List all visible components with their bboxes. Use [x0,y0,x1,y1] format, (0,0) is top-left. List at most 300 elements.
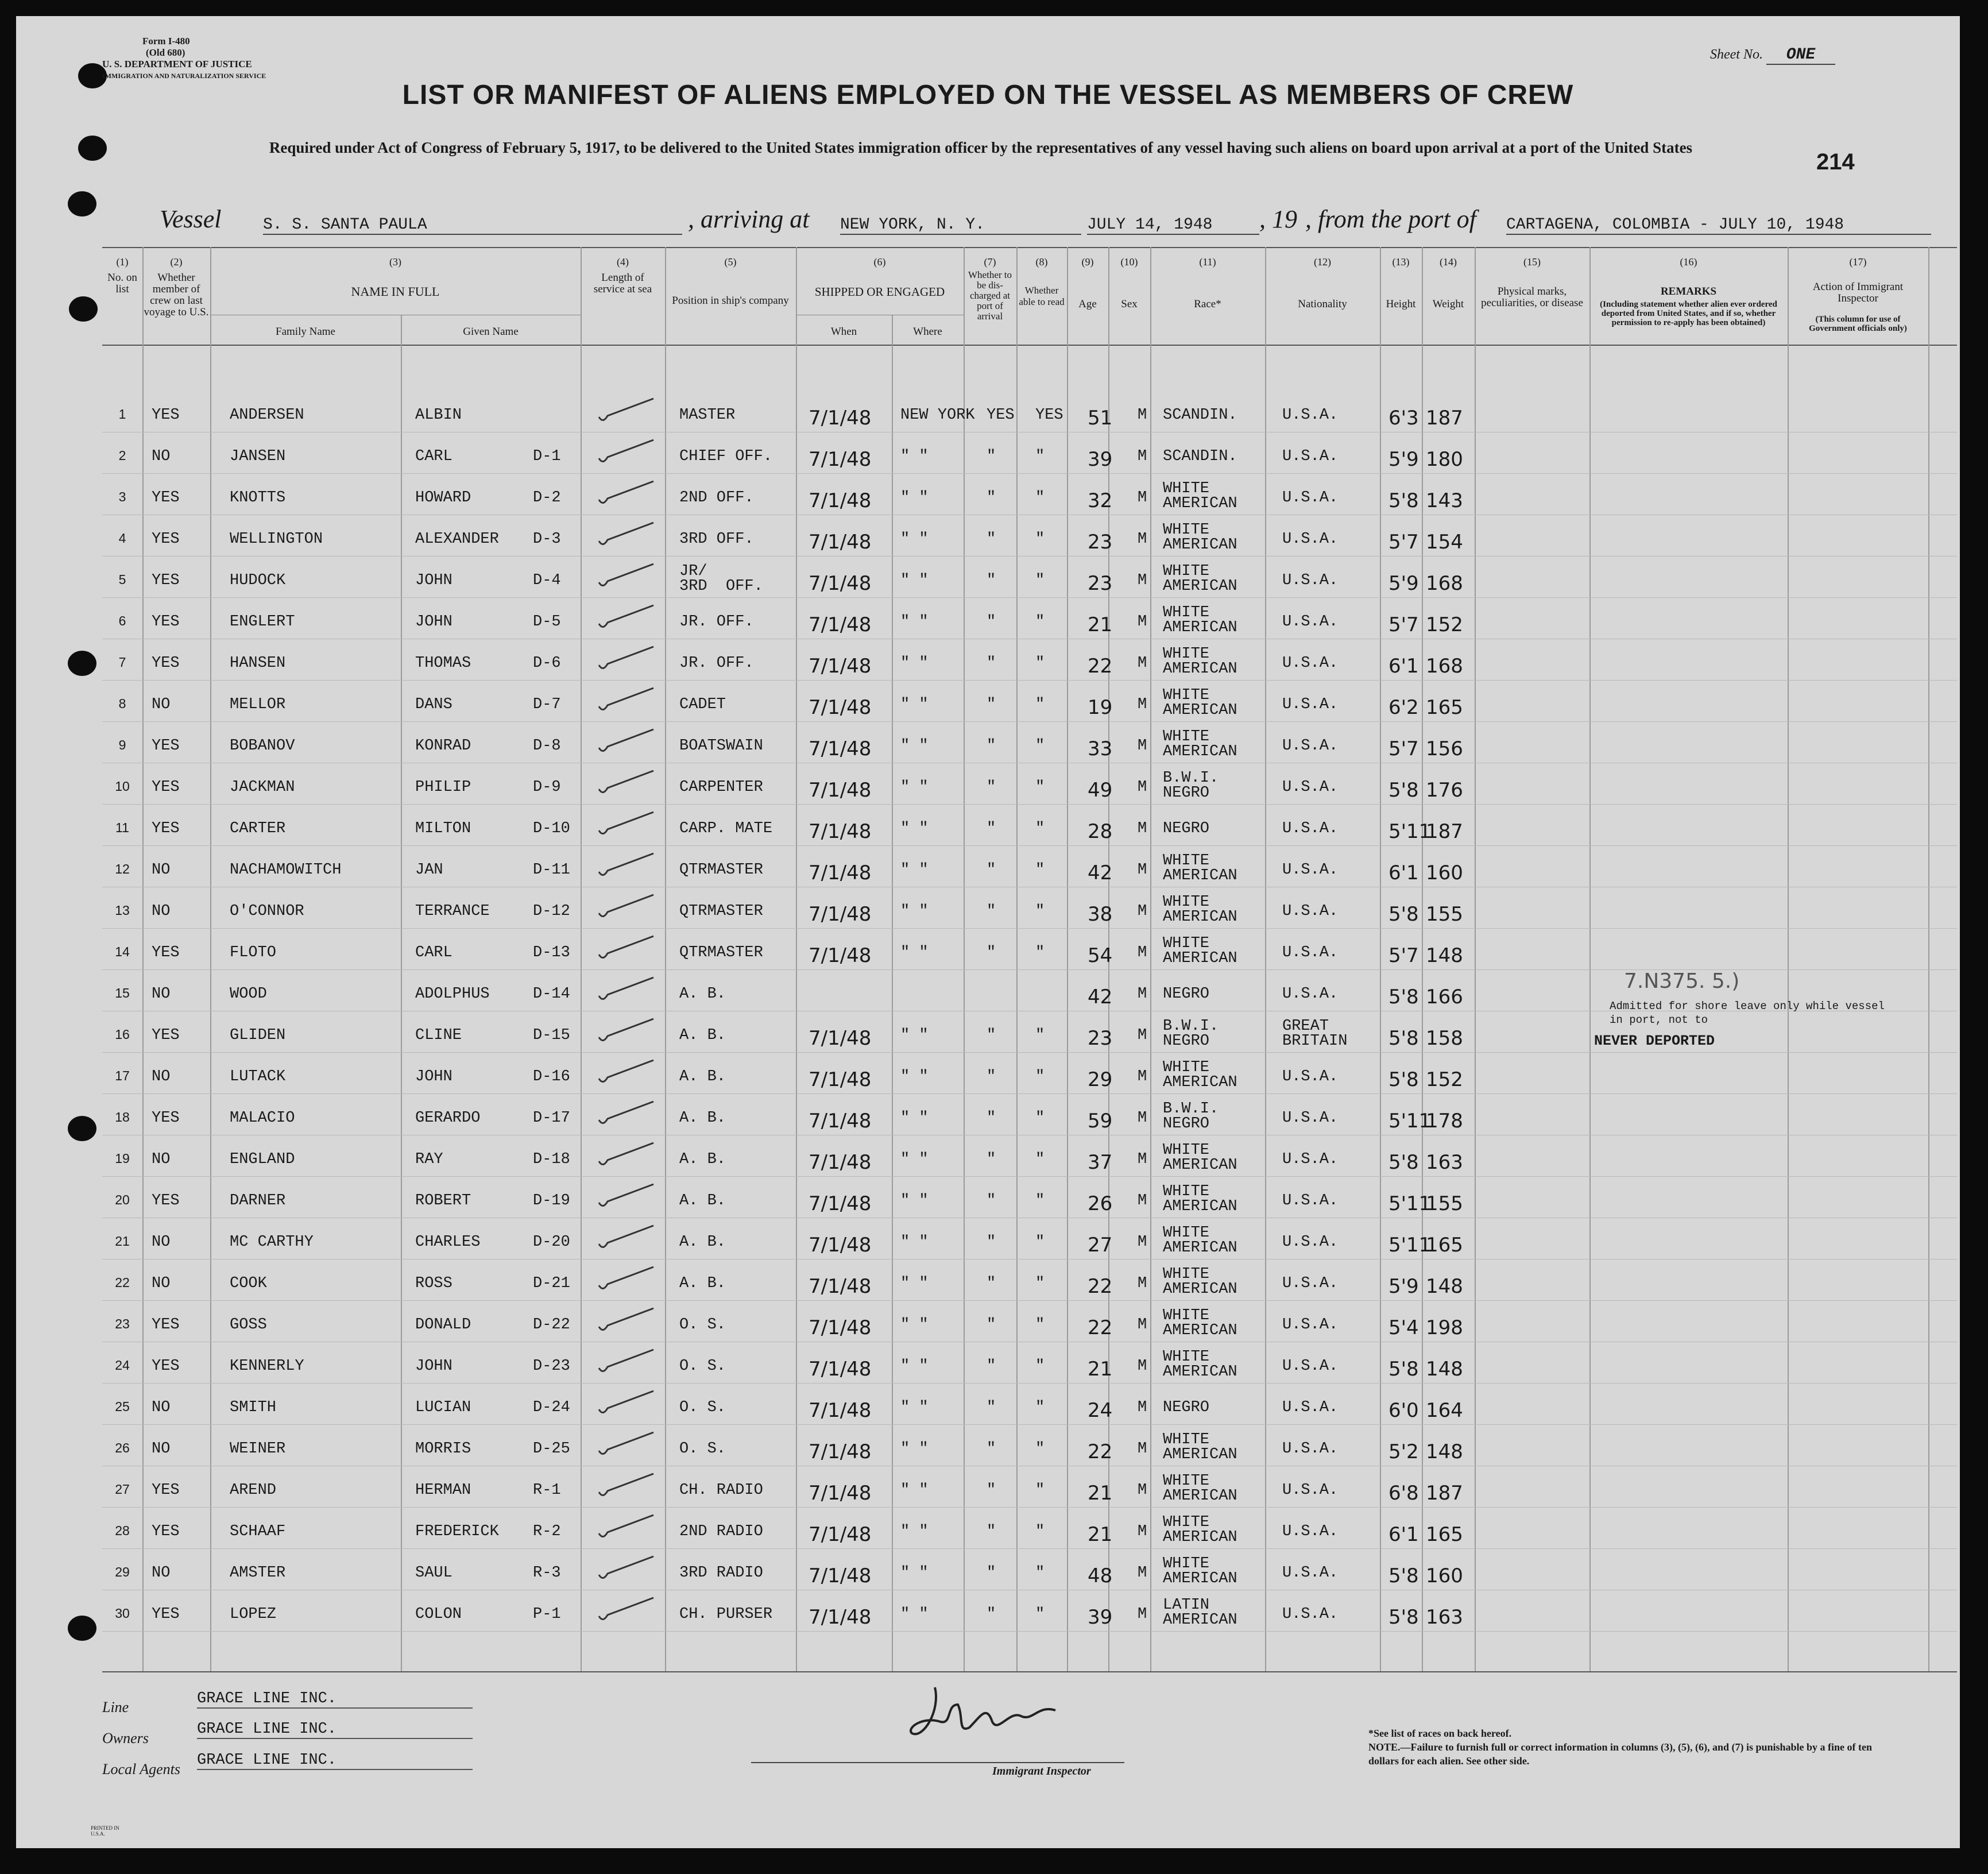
given-name: ADOLPHUS [415,986,490,1003]
col2-header: Whether member of crew on last voyage to U.S. [144,272,209,318]
service-check-mark [596,725,659,759]
column-divider [1589,247,1591,1671]
punch-hole [68,651,96,676]
weight: 148 [1426,944,1463,967]
inspector-signature [900,1670,1073,1756]
col13-number: (13) [1392,256,1410,268]
height: 5'8 [1388,489,1419,512]
given-name: CLINE [415,1027,462,1044]
family-name: AMSTER [230,1564,286,1582]
col2-number: (2) [170,256,183,268]
vessel-label: Vessel [160,205,222,233]
height: 6'1 [1388,1523,1419,1546]
sex: M [1138,1234,1147,1251]
shipped-where: " " [900,903,929,920]
nationality: U.S.A. [1282,1316,1339,1334]
weight: 168 [1426,572,1463,595]
crew-code: D-25 [533,1440,570,1458]
weight: 187 [1426,407,1463,430]
race: WHITE AMERICAN [1163,480,1237,512]
col8-header: Whether able to read [1019,285,1065,307]
shipped-when: 7/1/48 [809,1234,872,1257]
row-number: 19 [115,1151,130,1166]
weight: 166 [1426,986,1463,1009]
family-name: WOOD [230,986,267,1003]
row-divider [102,721,1957,722]
remarks-handwritten-code: 7.N375. 5.) [1624,969,1740,993]
age: 23 [1088,531,1113,554]
col16-header: REMARKS [1660,285,1717,297]
row-divider [102,1548,1957,1549]
age: 37 [1088,1151,1113,1174]
row-number: 11 [115,820,129,835]
shipped-when: 7/1/48 [809,903,872,926]
crew-code: D-9 [533,779,561,796]
crew-code: D-8 [533,737,561,755]
weight: 156 [1426,737,1463,760]
age: 23 [1088,1027,1113,1050]
races-note: *See list of races on back hereof. [1368,1728,1512,1739]
height: 5'9 [1388,572,1419,595]
race: NEGRO [1163,820,1210,837]
row-number: 27 [115,1482,130,1497]
weight: 180 [1426,448,1463,471]
row-divider [102,1631,1957,1632]
race: WHITE AMERICAN [1163,935,1237,967]
shipped-when: 7/1/48 [809,1606,872,1629]
shipped-where: " " [900,737,929,755]
service-check-mark [596,477,659,511]
column-divider [1265,247,1266,1671]
able-to-read: " [1035,1358,1045,1375]
position: A. B. [679,1068,726,1085]
race: WHITE AMERICAN [1163,604,1237,636]
previous-voyage: NO [152,448,171,465]
weight: 152 [1426,613,1463,636]
given-name: ALBIN [415,407,462,424]
sex: M [1138,1523,1147,1540]
given-name: JOHN [415,1068,452,1085]
age: 26 [1088,1192,1113,1215]
shipped-where: " " [900,1482,929,1499]
crew-code: D-22 [533,1316,570,1334]
discharged: " [987,572,996,589]
discharged: " [987,1358,996,1375]
col17-header: Action of Immigrant Inspector [1812,281,1904,304]
shipped-where: " " [900,1358,929,1375]
age: 39 [1088,1606,1113,1629]
arrival-port: NEW YORK, N. Y. [840,216,1081,235]
position: MASTER [679,407,736,424]
shipped-when: 7/1/48 [809,1358,872,1381]
previous-voyage: YES [152,820,180,837]
age: 42 [1088,986,1113,1009]
height: 6'1 [1388,655,1419,678]
shipped-where: " " [900,1192,929,1210]
position: CH. PURSER [679,1606,773,1623]
row-number: 2 [118,448,126,463]
race: WHITE AMERICAN [1163,1431,1237,1463]
shipped-when: 7/1/48 [809,1068,872,1091]
punch-hole [69,296,98,322]
col12-number: (12) [1314,256,1331,268]
previous-voyage: YES [152,1482,180,1499]
height: 5'8 [1388,1068,1419,1091]
column-divider [1788,247,1789,1671]
race: WHITE AMERICAN [1163,894,1237,926]
crew-code: R-2 [533,1523,561,1540]
agents-label: Local Agents [102,1761,181,1778]
previous-voyage: NO [152,1440,171,1458]
discharged: " [987,820,996,837]
sex: M [1138,1275,1147,1292]
given-name: LUCIAN [415,1399,471,1416]
agents-value: GRACE LINE INC. [197,1752,473,1770]
age: 22 [1088,1316,1113,1339]
given-name: JOHN [415,613,452,631]
race: B.W.I. NEGRO [1163,1018,1219,1050]
position: O. S. [679,1440,726,1458]
race: B.W.I. NEGRO [1163,1100,1219,1133]
position: 2ND OFF. [679,489,754,507]
given-name: HOWARD [415,489,471,507]
position: 3RD RADIO [679,1564,763,1582]
nationality: U.S.A. [1282,737,1339,755]
position: QTRMASTER [679,903,763,920]
discharged: " [987,1151,996,1168]
given-name: ROSS [415,1275,452,1292]
form-identifier [102,36,332,82]
shipped-when: 7/1/48 [809,861,872,884]
sex: M [1138,1110,1147,1127]
col3-header: NAME IN FULL [351,284,440,299]
shipped-where: " " [900,655,929,672]
col12-header: Nationality [1298,298,1347,310]
owners-label: Owners [102,1730,149,1747]
discharged: " [987,613,996,631]
height: 6'8 [1388,1482,1419,1505]
discharged: " [987,1523,996,1540]
given-name: RAY [415,1151,443,1168]
age: 24 [1088,1399,1113,1422]
previous-voyage: YES [152,531,180,548]
position: O. S. [679,1399,726,1416]
service-check-mark [596,559,659,594]
previous-voyage: YES [152,1192,180,1210]
previous-voyage: YES [152,779,180,796]
previous-voyage: YES [152,1523,180,1540]
weight: 148 [1426,1440,1463,1463]
age: 38 [1088,903,1113,926]
shipped-when: 7/1/48 [809,1275,872,1298]
family-name: ENGLAND [230,1151,295,1168]
family-name: LOPEZ [230,1606,277,1623]
nationality: U.S.A. [1282,1564,1339,1582]
col17-number: (17) [1849,256,1867,268]
column-divider [1016,247,1018,1671]
shipped-where: " " [900,1275,929,1292]
row-divider [102,1383,1957,1384]
nationality: U.S.A. [1282,696,1339,713]
row-number: 3 [118,489,126,504]
row-number: 28 [115,1523,130,1538]
line-value: GRACE LINE INC. [197,1690,473,1709]
remarks-never-deported-stamp: NEVER DEPORTED [1594,1033,1715,1049]
height: 5'7 [1388,944,1419,967]
column-divider [1380,247,1381,1671]
punch-hole [68,191,96,217]
sex: M [1138,737,1147,755]
weight: 148 [1426,1358,1463,1381]
row-number: 4 [118,531,126,546]
column-divider [581,247,582,1671]
given-name: JOHN [415,1358,452,1375]
column-divider [1422,247,1423,1671]
weight: 165 [1426,696,1463,719]
column-divider [1475,247,1476,1671]
remarks-shore-leave-note: Admitted for shore leave only while vessel in port, not to [1610,1000,1885,1026]
sex: M [1138,779,1147,796]
sex: M [1138,696,1147,713]
position: A. B. [679,1151,726,1168]
service-check-mark [596,1014,659,1049]
crew-code: D-24 [533,1399,570,1416]
shipped-where: " " [900,861,929,879]
service-check-mark [596,601,659,635]
discharged: " [987,737,996,755]
punch-hole [78,136,107,161]
able-to-read: " [1035,944,1045,961]
race: WHITE AMERICAN [1163,1142,1237,1174]
race: WHITE AMERICAN [1163,1473,1237,1505]
column-divider [1067,247,1068,1671]
column-divider [892,315,893,1671]
crew-code: R-3 [533,1564,561,1582]
able-to-read: " [1035,861,1045,879]
shipped-where: " " [900,1399,929,1416]
able-to-read: " [1035,531,1045,548]
previous-voyage: NO [152,1275,171,1292]
discharged: " [987,1606,996,1623]
family-name: WEINER [230,1440,286,1458]
crew-code: D-21 [533,1275,570,1292]
service-check-mark [596,807,659,842]
shipped-where: " " [900,1068,929,1085]
previous-voyage: NO [152,1151,171,1168]
race: WHITE AMERICAN [1163,1348,1237,1381]
able-to-read: " [1035,1523,1045,1540]
sex: M [1138,613,1147,631]
weight: 160 [1426,861,1463,884]
shipped-when: 7/1/48 [809,1564,872,1587]
height: 5'8 [1388,1027,1419,1050]
age: 29 [1088,1068,1113,1091]
family-name: FLOTO [230,944,277,961]
signature-line [751,1762,1124,1763]
shipped-where: " " [900,531,929,548]
position: A. B. [679,986,726,1003]
sex: M [1138,944,1147,961]
height: 5'7 [1388,737,1419,760]
sex: M [1138,1482,1147,1499]
shipped-where: " " [900,1606,929,1623]
nationality: U.S.A. [1282,1482,1339,1499]
crew-code: R-1 [533,1482,561,1499]
crew-code: D-15 [533,1027,570,1044]
family-name: KENNERLY [230,1358,304,1375]
weight: 155 [1426,903,1463,926]
crew-code: D-4 [533,572,561,589]
previous-voyage: YES [152,1110,180,1127]
row-number: 22 [115,1275,130,1290]
shipped-when: 7/1/48 [809,1399,872,1422]
sex: M [1138,861,1147,879]
crew-code: D-7 [533,696,561,713]
crew-code: D-16 [533,1068,570,1085]
race: WHITE AMERICAN [1163,852,1237,884]
service-check-mark [596,1386,659,1421]
discharged: " [987,1564,996,1582]
col15-number: (15) [1523,256,1541,268]
height: 5'4 [1388,1316,1419,1339]
col1-header: No. on list [107,272,137,295]
family-name: DARNER [230,1192,286,1210]
service-check-mark [596,1221,659,1255]
col9-number: (9) [1081,256,1094,268]
family-name: KNOTTS [230,489,286,507]
shipped-when: 7/1/48 [809,531,872,554]
weight: 198 [1426,1316,1463,1339]
discharged: " [987,448,996,465]
weight: 154 [1426,531,1463,554]
row-divider [102,1052,1957,1053]
family-name: O'CONNOR [230,903,304,920]
discharged: " [987,1440,996,1458]
sex: M [1138,1606,1147,1623]
able-to-read: " [1035,1482,1045,1499]
discharged: " [987,655,996,672]
departure-port: CARTAGENA, COLOMBIA - JULY 10, 1948 [1506,216,1931,235]
service-check-mark [596,1138,659,1173]
form-old-number: (Old 680) [146,47,185,58]
service-check-mark [596,1552,659,1586]
nationality: U.S.A. [1282,820,1339,837]
height: 5'7 [1388,613,1419,636]
discharged: " [987,944,996,961]
able-to-read: " [1035,820,1045,837]
service-check-mark [596,1345,659,1380]
col14-header: Weight [1432,298,1464,310]
page-subtitle: Required under Act of Congress of February 5, 1917, to be delivered to the United States immigration officer by the representatives of any vessel having such aliens on board upon arrival at a port of the United States [269,139,1693,156]
weight: 178 [1426,1110,1463,1133]
family-name: AREND [230,1482,277,1499]
col9-header: Age [1078,298,1097,310]
crew-code: D-2 [533,489,561,507]
vessel-name: S. S. SANTA PAULA [263,216,682,235]
position: QTRMASTER [679,861,763,879]
nationality: U.S.A. [1282,1358,1339,1375]
column-divider [142,247,144,1671]
given-name: MORRIS [415,1440,471,1458]
row-number: 6 [118,613,126,628]
family-name: GOSS [230,1316,267,1334]
age: 27 [1088,1234,1113,1257]
sex: M [1138,1027,1147,1044]
nationality: U.S.A. [1282,655,1339,672]
previous-voyage: NO [152,986,171,1003]
position: A. B. [679,1234,726,1251]
height: 6'3 [1388,407,1419,430]
race: WHITE AMERICAN [1163,687,1237,719]
service-check-mark [596,642,659,677]
nationality: U.S.A. [1282,407,1339,424]
race: NEGRO [1163,1399,1210,1416]
discharged: " [987,1027,996,1044]
weight: 158 [1426,1027,1463,1050]
discharged: " [987,1399,996,1416]
previous-voyage: YES [152,489,180,507]
column-divider [1928,247,1929,1671]
service-check-mark [596,1262,659,1297]
crew-code: D-13 [533,944,570,961]
position: A. B. [679,1192,726,1210]
nationality: U.S.A. [1282,1110,1339,1127]
able-to-read: " [1035,655,1045,672]
able-to-read: " [1035,1316,1045,1334]
previous-voyage: NO [152,696,171,713]
service-check-mark [596,973,659,1007]
nationality: U.S.A. [1282,1399,1339,1416]
race: WHITE AMERICAN [1163,1555,1237,1587]
crew-code: D-19 [533,1192,570,1210]
height: 5'8 [1388,986,1419,1009]
col13-header: Height [1386,298,1416,310]
shipped-when: 7/1/48 [809,1482,872,1505]
sex: M [1138,1564,1147,1582]
discharged: " [987,1068,996,1085]
able-to-read: " [1035,1068,1045,1085]
vessel-line [160,201,1946,235]
discharged: " [987,1110,996,1127]
sex: M [1138,1151,1147,1168]
shipped-where: " " [900,572,929,589]
shipped-where: " " [900,613,929,631]
service-check-mark [596,1056,659,1090]
height: 5'8 [1388,903,1419,926]
service-check-mark [596,1593,659,1628]
row-number: 7 [118,655,126,670]
race: WHITE AMERICAN [1163,1307,1237,1339]
nationality: U.S.A. [1282,903,1339,920]
shipped-when: 7/1/48 [809,1110,872,1133]
nationality: U.S.A. [1282,1606,1339,1623]
family-name: BOBANOV [230,737,295,755]
col15-header: Physical marks, peculiarities, or disease [1481,285,1583,309]
race: WHITE AMERICAN [1163,1224,1237,1257]
nationality: U.S.A. [1282,861,1339,879]
sex: M [1138,655,1147,672]
crew-code: D-6 [533,655,561,672]
weight: 168 [1426,655,1463,678]
col4-header: Length of service at sea [593,272,652,295]
family-name: SCHAAF [230,1523,286,1540]
age: 22 [1088,1440,1113,1463]
race: WHITE AMERICAN [1163,1514,1237,1546]
age: 21 [1088,1482,1113,1505]
nationality: U.S.A. [1282,1234,1339,1251]
sheet-number-label: Sheet No. [1710,47,1763,62]
col6-number: (6) [873,256,886,268]
